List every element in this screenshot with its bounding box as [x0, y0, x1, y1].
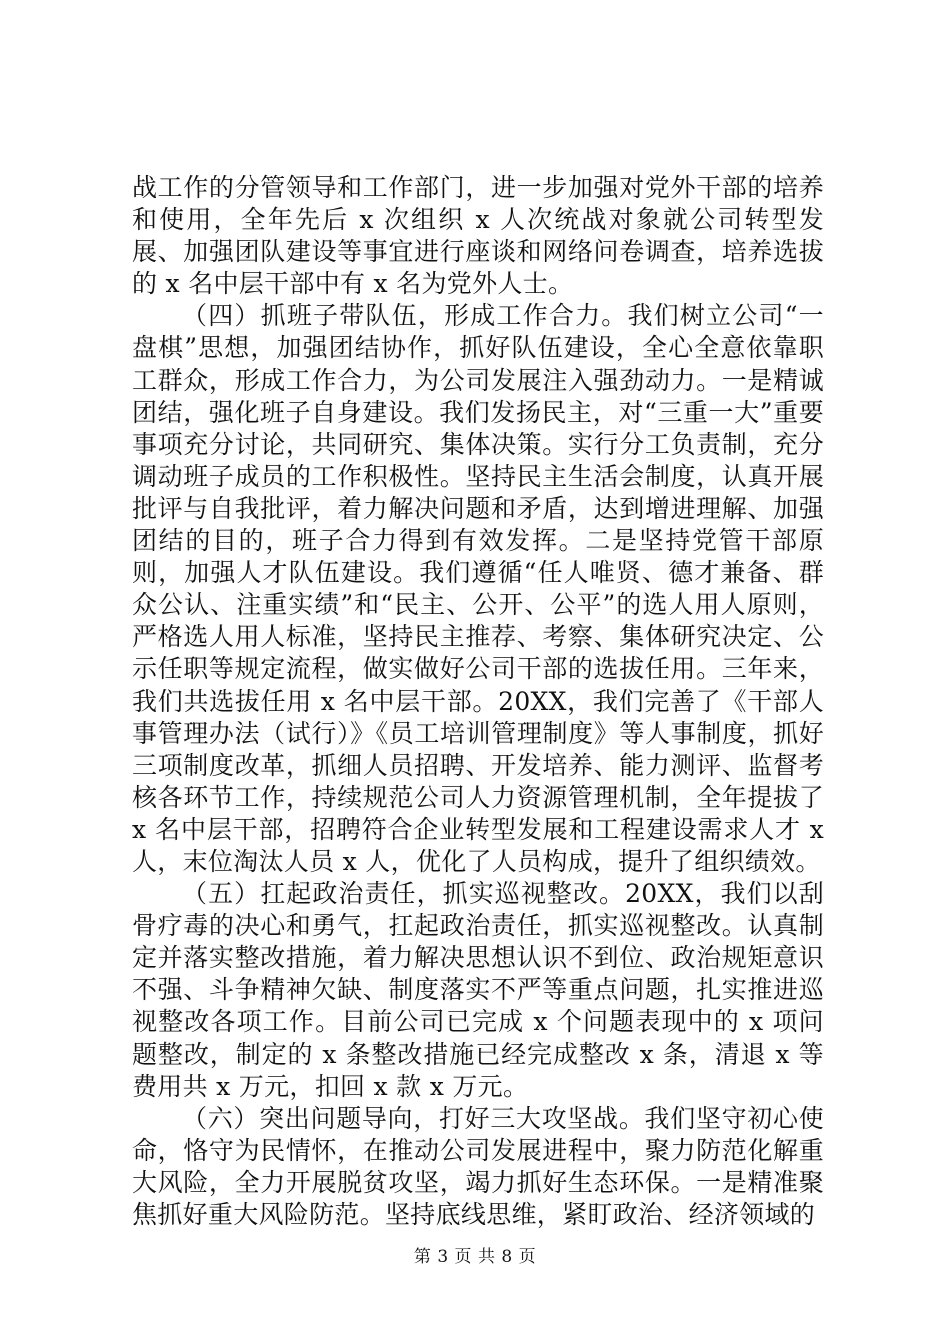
paragraph-continuation: 战工作的分管领导和工作部门，进一步加强对党外干部的培养和使用，全年先后 x 次组织 x 人次统战对象就公司转型发展、加强团队建设等事宜进行座谈和网络问卷调查，培养选拔的 x 名中层干部中有 x 名为党外人士。 [132, 173, 824, 299]
paragraph-section-4: （四）抓班子带队伍，形成工作合力。我们树立公司“一盘棋”思想，加强团结协作，抓好队伍建设，全心全意依靠职工群众，形成工作合力，为公司发展注入强劲动力。一是精诚团结，强化班子自身建设。我们发扬民主，对“三重一大”重要事项充分讨论，共同研究、集体决策。实行分工负责制，充分调动班子成员的工作积极性。坚持民主生活会制度，认真开展批评与自我批评，着力解决问题和矛盾，达到增进理解、加强团结的目的，班子合力得到有效发挥。二是坚持党管干部原则，加强人才队伍建设。我们遵循“任人唯贤、德才兼备、群众公认、注重实绩”和“民主、公开、公平”的选人用人原则，严格选人用人标准，坚持民主推荐、考察、集体研究决定、公示任职等规定流程，做实做好公司干部的选拔任用。三年来，我们共选拔任用 x 名中层干部。20XX，我们完善了《干部人事管理办法（试行）》《员工培训管理制度》等人事制度，抓好三项制度改革，抓细人员招聘、开发培养、能力测评、监督考核各环节工作，持续规范公司人力资源管理机制，全年提拔了 x 名中层干部，招聘符合企业转型发展和工程建设需求人才 x 人，末位淘汰人员 x 人，优化了人员构成，提升了组织绩效。 [132, 301, 824, 876]
paragraph-section-6: （六）突出问题导向，打好三大攻坚战。我们坚守初心使命，恪守为民情怀，在推动公司发展进程中，聚力防范化解重大风险，全力开展脱贫攻坚，竭力抓好生态环保。一是精准聚焦抓好重大风险防范。坚持底线思维，紧盯政治、经济领域的 [132, 1103, 824, 1229]
paragraph-section-5: （五）扛起政治责任，抓实巡视整改。20XX，我们以刮骨疗毒的决心和勇气，扛起政治责任，抓实巡视整改。认真制定并落实整改措施，着力解决思想认识不到位、政治规矩意识不强、斗争精神欠缺、制度落实不严等重点问题，扎实推进巡视整改各项工作。目前公司已完成 x 个问题表现中的 x 项问题整改，制定的 x 条整改措施已经完成整改 x 条，清退 x 等费用共 x 万元，扣回 x 款 x 万元。 [132, 879, 824, 1101]
page-number-footer: 第 3 页 共 8 页 [413, 1247, 537, 1267]
document-body [132, 172, 824, 1231]
